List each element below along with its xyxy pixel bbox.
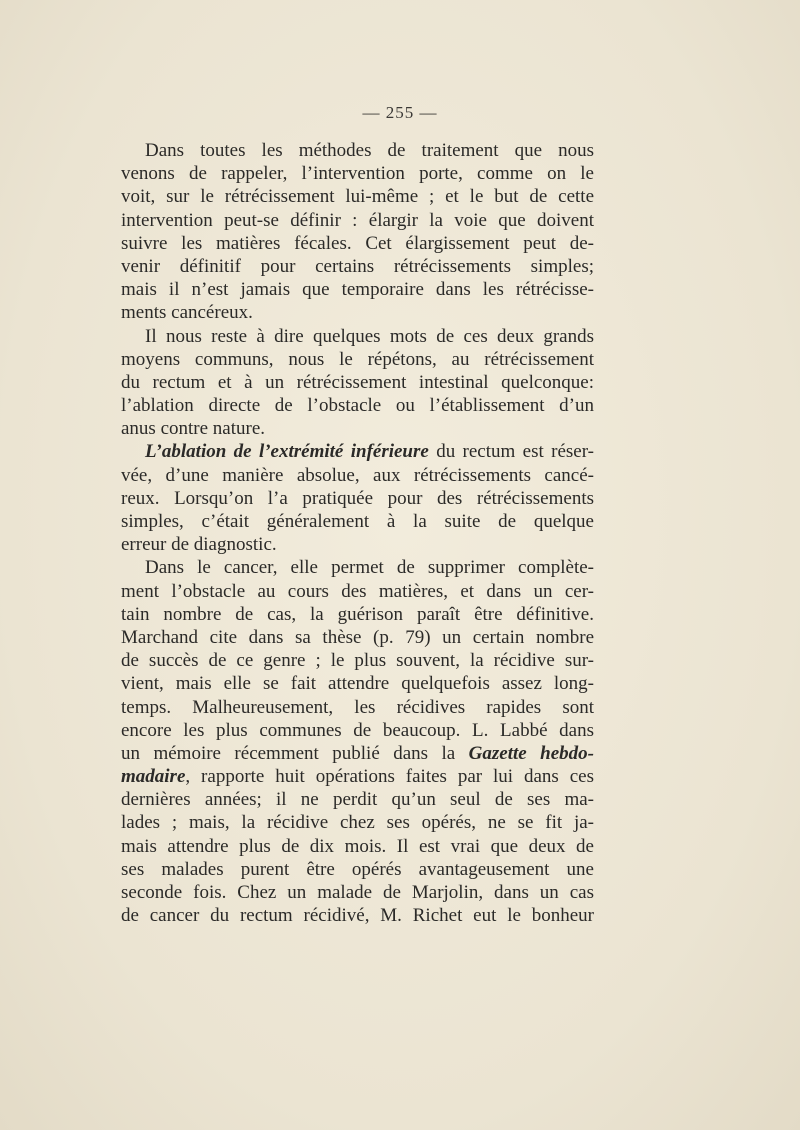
text-run: Il nous reste à dire quelques mots de ces deux grands (145, 325, 594, 347)
text-run: dernières années; il ne perdit qu’un seul de ses ma- (121, 789, 594, 811)
text-line (121, 742, 594, 765)
text-line (121, 788, 594, 811)
text-run: moyens communs, nous le répétons, au rétrécissement (121, 348, 594, 370)
italic-text: madaire (121, 766, 186, 788)
text-line (121, 232, 594, 255)
text-run: un mémoire récemment publié dans la (121, 742, 469, 764)
text-run: temps. Malheureusement, les récidives rapides sont (121, 696, 594, 718)
text-run: anus contre nature. (121, 418, 266, 440)
text-run: intervention peut-se définir : élargir la voie que doivent (121, 209, 594, 231)
text-run: Marchand cite dans sa thèse (p. 79) un certain nombre (121, 626, 594, 648)
text-run: mais il n’est jamais que temporaire dans les rétrécisse- (121, 279, 594, 301)
text-run: suivre les matières fécales. Cet élargissement peut de- (121, 232, 594, 254)
text-line (121, 348, 594, 371)
text-line (121, 672, 594, 695)
text-run: tain nombre de cas, la guérison paraît être définitive. (121, 603, 594, 625)
text-line (121, 626, 594, 649)
text-line (121, 603, 594, 626)
text-line (121, 301, 594, 324)
text-line (121, 209, 594, 232)
text-run: mais attendre plus de dix mois. Il est vrai que deux de (121, 835, 594, 857)
text-run: du rectum est réser- (428, 441, 594, 463)
text-line (121, 719, 594, 742)
text-line (121, 464, 594, 487)
italic-text: Gazette hebdo- (468, 742, 594, 764)
text-run: reux. Lorsqu’on l’a pratiquée pour des rétrécissements (121, 487, 594, 509)
text-run: l’ablation directe de l’obstacle ou l’établissement d’un (121, 395, 594, 417)
text-line (121, 325, 594, 348)
text-run: Dans le cancer, elle permet de supprimer complète- (145, 557, 594, 579)
text-run: de succès de ce genre ; le plus souvent, la récidive sur- (121, 650, 594, 672)
text-run: ses malades purent être opérés avantageusement une (121, 858, 594, 880)
text-line (121, 440, 594, 463)
text-run: venons de rappeler, l’intervention porte, comme on le (121, 163, 594, 185)
text-line (121, 533, 594, 556)
text-line (121, 835, 594, 858)
text-run: ments cancéreux. (121, 302, 253, 324)
text-line (121, 696, 594, 719)
text-run: du rectum et à un rétrécissement intestinal quelconque: (121, 371, 594, 393)
text-line (121, 162, 594, 185)
body-text (121, 139, 594, 927)
text-line (121, 394, 594, 417)
text-line (121, 881, 594, 904)
text-line (121, 904, 594, 927)
text-run: vient, mais elle se fait attendre quelquefois assez long- (121, 673, 594, 695)
text-line (121, 371, 594, 394)
page-number: — 255 — (362, 103, 438, 122)
text-line (121, 858, 594, 881)
text-line (121, 811, 594, 834)
text-line (121, 255, 594, 278)
text-line (121, 580, 594, 603)
text-run: , rapporte huit opérations faites par lui dans ces (185, 766, 594, 788)
text-run: de cancer du rectum récidivé, M. Richet eut le bonheur (121, 905, 594, 927)
text-line (121, 417, 594, 440)
text-run: ment l’obstacle au cours des matières, et dans un cer- (121, 580, 594, 602)
text-run: lades ; mais, la récidive chez ses opérés, ne se fit ja- (121, 812, 594, 834)
text-run: simples, c’était généralement à la suite de quelque (121, 511, 594, 532)
text-line (121, 278, 594, 301)
text-line (121, 556, 594, 579)
text-line (121, 765, 594, 788)
text-line (121, 139, 594, 162)
italic-text: L’ablation de l’extrémité inférieure (145, 441, 429, 463)
text-line (121, 487, 594, 510)
text-run: voit, sur le rétrécissement lui-même ; et le but de cette (121, 186, 594, 208)
text-run: Dans toutes les méthodes de traitement que nous (145, 140, 594, 161)
text-run: erreur de diagnostic. (121, 534, 277, 556)
text-run: encore les plus communes de beaucoup. L. Labbé dans (121, 719, 594, 741)
text-line (121, 510, 594, 533)
text-run: seconde fois. Chez un malade de Marjolin, dans un cas (121, 882, 594, 903)
text-run: vée, d’une manière absolue, aux rétrécissements cancé- (121, 464, 594, 486)
text-line (121, 185, 594, 208)
text-line (121, 649, 594, 672)
text-run: venir définitif pour certains rétrécissements simples; (121, 255, 594, 277)
